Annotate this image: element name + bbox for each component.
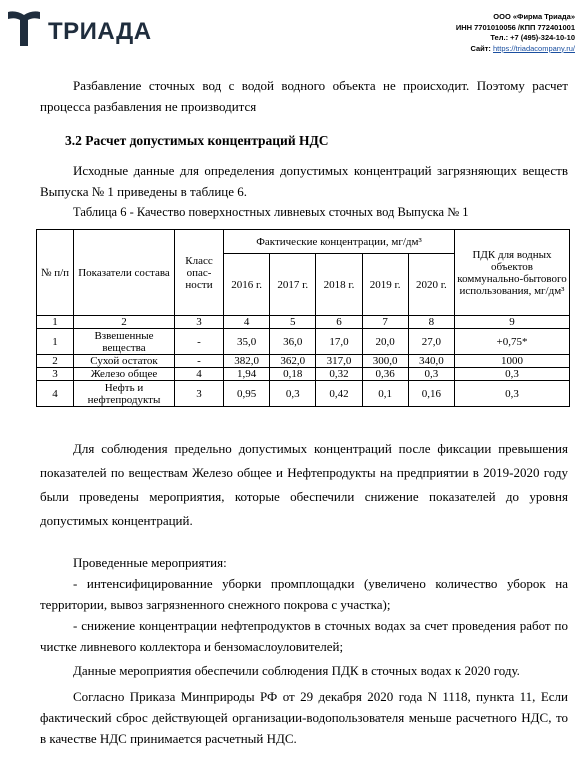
- header-name: Показатели состава: [74, 230, 175, 316]
- value-cell: 362,0: [270, 355, 316, 368]
- header-class: Класс опас-ности: [175, 230, 224, 316]
- row-num: 1: [37, 329, 74, 355]
- index-cell: 2: [74, 316, 175, 329]
- value-cell: 382,0: [224, 355, 270, 368]
- value-cell: 0,1: [362, 381, 408, 407]
- header-pdk: ПДК для водных объектов коммунально-бытового использования, мг/дм³: [455, 230, 570, 316]
- row-name: Железо общее: [74, 368, 175, 381]
- index-cell: 8: [408, 316, 454, 329]
- row-name: Нефть и нефтепродукты: [74, 381, 175, 407]
- index-cell: 1: [37, 316, 74, 329]
- company-inn: ИНН 7701010056 /КПП 772401001: [455, 22, 575, 32]
- table-caption: Таблица 6 - Качество поверхностных ливневых сточных вод Выпуска № 1: [73, 205, 469, 219]
- index-row: [37, 316, 570, 329]
- year-cell: 2018 г.: [316, 254, 362, 316]
- row-name: Взвешенные вещества: [74, 329, 175, 355]
- index-cell: 3: [175, 316, 224, 329]
- measures-title: Проведенные мероприятия:: [73, 555, 227, 570]
- value-cell: 27,0: [408, 329, 454, 355]
- company-phone: Тел.: +7 (495)-324-10-10: [490, 33, 575, 42]
- site-label: Сайт:: [470, 43, 491, 53]
- row-class: 3: [175, 381, 224, 407]
- value-cell: 36,0: [270, 329, 316, 355]
- value-cell: 300,0: [362, 355, 408, 368]
- value-cell: 0,42: [316, 381, 362, 407]
- company-site: [456, 44, 575, 55]
- order-paragraph: Согласно Приказа Минприроды РФ от 29 декабря 2020 года N 1118, пункта 11, Если фактический сброс действующей организации-водопользователя меньше расчетного НДС, то в качестве НДС принимается расчетный НДС.: [40, 689, 568, 746]
- measure-item-1: - интенсифицированние уборки промплощадки (увеличено количество уборок на территории, вывоз загрязненного снежного покрова с участка);: [40, 576, 568, 612]
- year-cell: 2019 г.: [362, 254, 408, 316]
- company-logo: [4, 10, 174, 50]
- value-cell: 0,18: [270, 368, 316, 381]
- water-quality-table: [36, 229, 570, 407]
- row-num: 3: [37, 368, 74, 381]
- pdk-cell: 0,3: [455, 381, 570, 407]
- site-link[interactable]: https://triadacompany.ru/: [493, 43, 575, 53]
- value-cell: 317,0: [316, 355, 362, 368]
- value-cell: 35,0: [224, 329, 270, 355]
- row-num: 2: [37, 355, 74, 368]
- index-cell: 4: [224, 316, 270, 329]
- row-class: -: [175, 329, 224, 355]
- value-cell: 0,3: [270, 381, 316, 407]
- year-cell: 2016 г.: [224, 254, 270, 316]
- measure-item-2: - снижение концентрации нефтепродуктов в сточных водах за счет проведения работ по чистке ливневого коллектора и бензомаслоуловителей;: [40, 618, 568, 654]
- pdk-cell: +0,75*: [455, 329, 570, 355]
- section-title: 3.2 Расчет допустимых концентраций НДС: [65, 133, 329, 148]
- pdk-cell: 0,3: [455, 368, 570, 381]
- index-cell: 7: [362, 316, 408, 329]
- index-cell: 6: [316, 316, 362, 329]
- table-row: [37, 355, 570, 368]
- pdk-cell: 1000: [455, 355, 570, 368]
- index-cell: 5: [270, 316, 316, 329]
- value-cell: 1,94: [224, 368, 270, 381]
- row-class: -: [175, 355, 224, 368]
- company-details: [456, 12, 575, 54]
- table-row: [37, 381, 570, 407]
- measures-paragraph: Для соблюдения предельно допустимых концентраций после фиксации превышения показателей по веществам Железо общее и Нефтепродукты на предприятии в 2019-2020 году были проведены мероприятия, которые обеспечили снижение показателей до уровня допустимых концентраций.: [40, 441, 568, 528]
- year-cell: 2020 г.: [408, 254, 454, 316]
- index-cell: 9: [455, 316, 570, 329]
- triada-logo-icon: [8, 10, 40, 48]
- table-row: [37, 368, 570, 381]
- header-num: № п/п: [37, 230, 74, 316]
- value-cell: 340,0: [408, 355, 454, 368]
- value-cell: 0,3: [408, 368, 454, 381]
- company-name: ООО «Фирма Триада»: [493, 12, 575, 21]
- value-cell: 20,0: [362, 329, 408, 355]
- header-actual: Фактические концентрации, мг/дм³: [224, 230, 455, 254]
- row-name: Сухой остаток: [74, 355, 175, 368]
- year-cell: 2017 г.: [270, 254, 316, 316]
- row-num: 4: [37, 381, 74, 407]
- value-cell: 0,95: [224, 381, 270, 407]
- measures-result: Данные мероприятия обеспечили соблюдения ПДК в сточных водах к 2020 году.: [73, 663, 520, 678]
- value-cell: 0,32: [316, 368, 362, 381]
- row-class: 4: [175, 368, 224, 381]
- value-cell: 0,36: [362, 368, 408, 381]
- intro-paragraph: Разбавление сточных вод с водой водного объекта не происходит. Поэтому расчет процесса разбавления не производится: [40, 78, 568, 114]
- value-cell: 0,16: [408, 381, 454, 407]
- logo-text: ТРИАДА: [48, 18, 152, 45]
- source-paragraph: Исходные данные для определения допустимых концентраций загрязняющих веществ Выпуска № 1 приведены в таблице 6.: [40, 163, 568, 199]
- value-cell: 17,0: [316, 329, 362, 355]
- table-row: [37, 329, 570, 355]
